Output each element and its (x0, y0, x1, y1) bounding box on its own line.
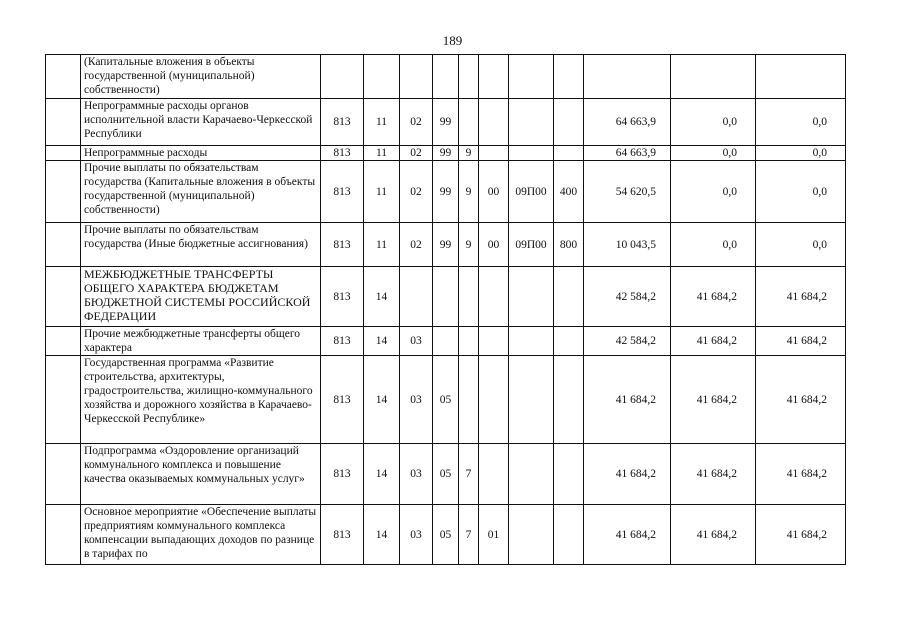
subprogram-code-cell (459, 267, 479, 327)
program-code-cell: 99 (433, 223, 459, 267)
table-row (46, 505, 846, 565)
dept-code-cell: 813 (321, 356, 364, 444)
program-code-cell (433, 55, 459, 99)
activity-code-cell: 01 (479, 505, 509, 565)
amount-year2-cell: 41 684,2 (671, 444, 756, 505)
expense-type-cell (554, 55, 584, 99)
amount-year1-cell: 41 684,2 (584, 356, 671, 444)
subsection-code-cell (400, 55, 433, 99)
expense-type-cell (554, 444, 584, 505)
table-row (46, 146, 846, 161)
amount-year3-cell: 41 684,2 (756, 444, 846, 505)
subprogram-code-cell (459, 327, 479, 356)
section-code-cell: 14 (364, 444, 400, 505)
amount-year1-cell: 54 620,5 (584, 161, 671, 223)
subprogram-code-cell: 9 (459, 161, 479, 223)
target-article-cell (509, 267, 554, 327)
activity-code-cell (479, 356, 509, 444)
table-row (46, 267, 846, 327)
activity-code-cell (479, 327, 509, 356)
activity-code-cell (479, 267, 509, 327)
table-row (46, 55, 846, 99)
subsection-code-cell: 02 (400, 223, 433, 267)
amount-year1-cell: 42 584,2 (584, 267, 671, 327)
expense-type-cell (554, 146, 584, 161)
subsection-code-cell: 02 (400, 99, 433, 146)
target-article-cell: 09П00 (509, 223, 554, 267)
target-article-cell (509, 146, 554, 161)
page-number: 189 (442, 33, 463, 48)
amount-year2-cell: 0,0 (671, 146, 756, 161)
expense-type-cell (554, 505, 584, 565)
amount-year3-cell (756, 55, 846, 99)
section-code-cell: 14 (364, 267, 400, 327)
table-row (46, 161, 846, 223)
section-code-cell: 11 (364, 99, 400, 146)
amount-year1-cell: 64 663,9 (584, 99, 671, 146)
amount-year1-cell (584, 55, 671, 99)
blank-cell (46, 223, 81, 267)
program-code-cell: 05 (433, 505, 459, 565)
amount-year3-cell: 0,0 (756, 146, 846, 161)
target-article-cell (509, 356, 554, 444)
expense-type-cell (554, 327, 584, 356)
blank-cell (46, 55, 81, 99)
amount-year2-cell: 41 684,2 (671, 267, 756, 327)
subsection-code-cell: 02 (400, 146, 433, 161)
amount-year3-cell: 41 684,2 (756, 327, 846, 356)
program-code-cell (433, 327, 459, 356)
target-article-cell (509, 55, 554, 99)
blank-cell (46, 99, 81, 146)
subsection-code-cell: 02 (400, 161, 433, 223)
subprogram-code-cell: 7 (459, 505, 479, 565)
expense-type-cell (554, 267, 584, 327)
activity-code-cell (479, 146, 509, 161)
dept-code-cell: 813 (321, 267, 364, 327)
table-row (46, 99, 846, 146)
amount-year1-cell: 42 584,2 (584, 327, 671, 356)
dept-code-cell: 813 (321, 161, 364, 223)
expense-name-cell: (Капитальные вложения в объекты государственной (муниципальной) собственности) (81, 55, 321, 99)
section-code-cell: 14 (364, 356, 400, 444)
amount-year3-cell: 41 684,2 (756, 356, 846, 444)
subsection-code-cell: 03 (400, 505, 433, 565)
activity-code-cell (479, 55, 509, 99)
dept-code-cell: 813 (321, 146, 364, 161)
blank-cell (46, 356, 81, 444)
subprogram-code-cell: 7 (459, 444, 479, 505)
table-row (46, 444, 846, 505)
amount-year2-cell: 0,0 (671, 99, 756, 146)
section-code-cell: 11 (364, 161, 400, 223)
amount-year1-cell: 41 684,2 (584, 444, 671, 505)
target-article-cell (509, 99, 554, 146)
dept-code-cell: 813 (321, 99, 364, 146)
section-code-cell: 11 (364, 223, 400, 267)
target-article-cell: 09П00 (509, 161, 554, 223)
subprogram-code-cell: 9 (459, 223, 479, 267)
dept-code-cell: 813 (321, 223, 364, 267)
subprogram-code-cell: 9 (459, 146, 479, 161)
expense-name-cell: Основное мероприятие «Обеспечение выплаты предприятиям коммунального комплекса компенсации выпадающих доходов по разнице в тарифах по (81, 505, 321, 565)
table-row (46, 223, 846, 267)
subsection-code-cell: 03 (400, 327, 433, 356)
dept-code-cell: 813 (321, 327, 364, 356)
program-code-cell: 99 (433, 146, 459, 161)
section-code-cell: 14 (364, 327, 400, 356)
activity-code-cell: 00 (479, 223, 509, 267)
blank-cell (46, 444, 81, 505)
expense-name-cell: Подпрограмма «Оздоровление организаций коммунального комплекса и повышение качества оказываемых коммунальных услуг» (81, 444, 321, 505)
activity-code-cell (479, 99, 509, 146)
subprogram-code-cell (459, 99, 479, 146)
expense-type-cell: 400 (554, 161, 584, 223)
program-code-cell: 99 (433, 99, 459, 146)
blank-cell (46, 267, 81, 327)
amount-year2-cell: 0,0 (671, 223, 756, 267)
amount-year2-cell: 0,0 (671, 161, 756, 223)
target-article-cell (509, 444, 554, 505)
subsection-code-cell: 03 (400, 356, 433, 444)
program-code-cell (433, 267, 459, 327)
dept-code-cell: 813 (321, 505, 364, 565)
amount-year3-cell: 41 684,2 (756, 505, 846, 565)
expense-type-cell: 800 (554, 223, 584, 267)
amount-year2-cell: 41 684,2 (671, 327, 756, 356)
section-code-cell (364, 55, 400, 99)
program-code-cell: 05 (433, 356, 459, 444)
dept-code-cell (321, 55, 364, 99)
subprogram-code-cell (459, 55, 479, 99)
target-article-cell (509, 327, 554, 356)
expense-name-cell: Прочие выплаты по обязательствам государства (Капитальные вложения в объекты государственной (муниципальной) собственности) (81, 161, 321, 223)
amount-year2-cell: 41 684,2 (671, 505, 756, 565)
section-code-cell: 14 (364, 505, 400, 565)
blank-cell (46, 161, 81, 223)
amount-year3-cell: 0,0 (756, 99, 846, 146)
activity-code-cell: 00 (479, 161, 509, 223)
program-code-cell: 05 (433, 444, 459, 505)
expense-name-cell: Прочие межбюджетные трансферты общего характера (81, 327, 321, 356)
expense-name-cell: Государственная программа «Развитие строительства, архитектуры, градостроительства, жилищно-коммунального хозяйства и дорожного хозяйства в Карачаево-Черкесской Республике» (81, 356, 321, 444)
dept-code-cell: 813 (321, 444, 364, 505)
amount-year1-cell: 41 684,2 (584, 505, 671, 565)
subsection-code-cell (400, 267, 433, 327)
blank-cell (46, 327, 81, 356)
expense-name-cell: Непрограммные расходы (81, 146, 321, 161)
amount-year3-cell: 0,0 (756, 161, 846, 223)
program-code-cell: 99 (433, 161, 459, 223)
activity-code-cell (479, 444, 509, 505)
expense-name-cell: МЕЖБЮДЖЕТНЫЕ ТРАНСФЕРТЫ ОБЩЕГО ХАРАКТЕРА БЮДЖЕТАМ БЮДЖЕТНОЙ СИСТЕМЫ РОССИЙСКОЙ ФЕДЕРАЦИИ (81, 267, 321, 327)
amount-year2-cell (671, 55, 756, 99)
blank-cell (46, 505, 81, 565)
expense-name-cell: Непрограммные расходы органов исполнительной власти Карачаево-Черкесской Республики (81, 99, 321, 146)
target-article-cell (509, 505, 554, 565)
section-code-cell: 11 (364, 146, 400, 161)
expense-type-cell (554, 99, 584, 146)
subprogram-code-cell (459, 356, 479, 444)
amount-year2-cell: 41 684,2 (671, 356, 756, 444)
blank-cell (46, 146, 81, 161)
expense-type-cell (554, 356, 584, 444)
amount-year3-cell: 41 684,2 (756, 267, 846, 327)
expense-name-cell: Прочие выплаты по обязательствам государства (Иные бюджетные ассигнования) (81, 223, 321, 267)
table-row (46, 327, 846, 356)
amount-year3-cell: 0,0 (756, 223, 846, 267)
subsection-code-cell: 03 (400, 444, 433, 505)
amount-year1-cell: 64 663,9 (584, 146, 671, 161)
budget-table (45, 54, 846, 565)
table-row (46, 356, 846, 444)
amount-year1-cell: 10 043,5 (584, 223, 671, 267)
